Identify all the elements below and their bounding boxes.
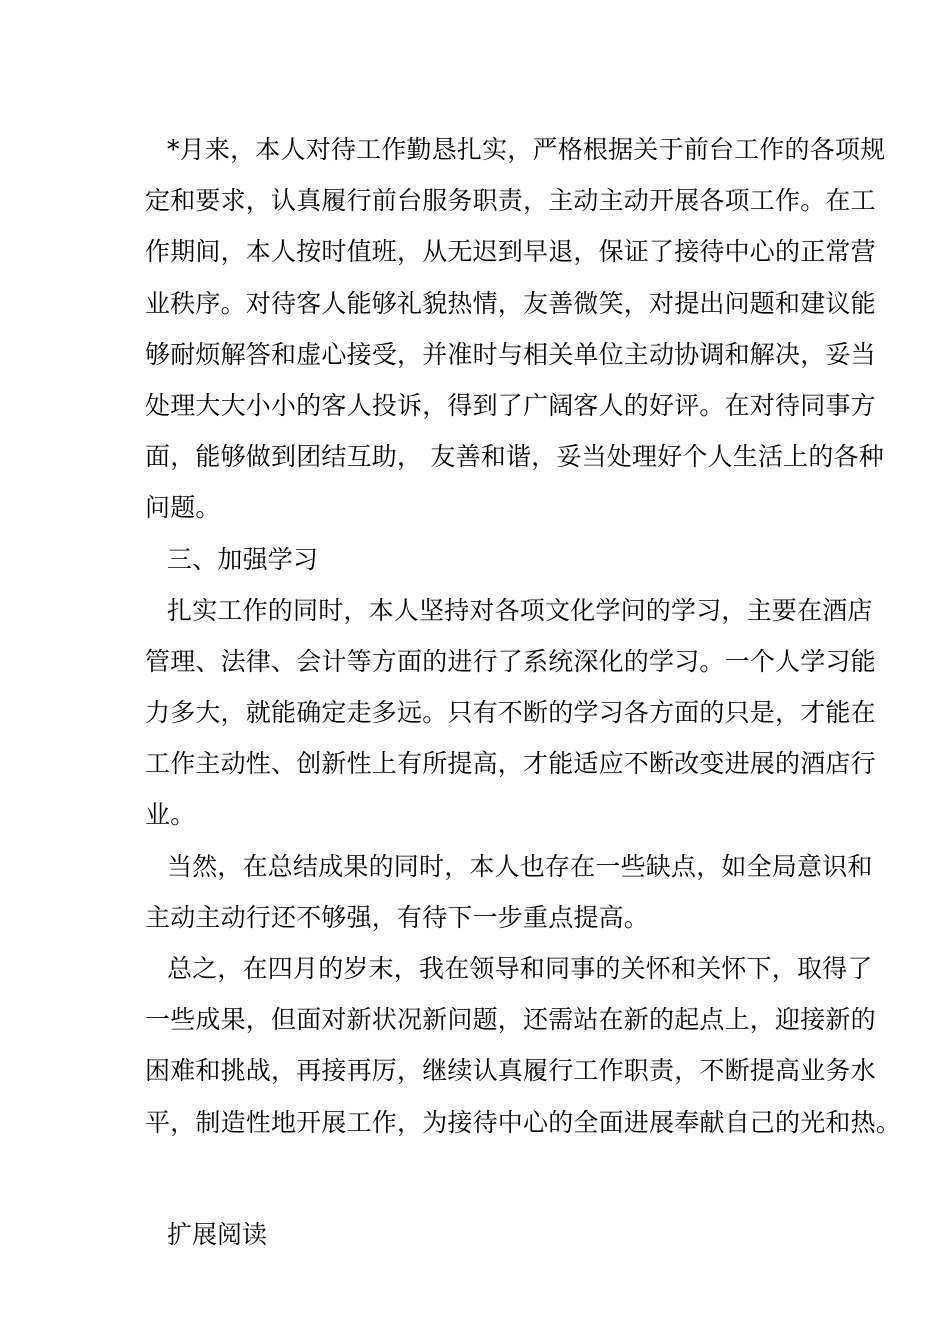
text-line: 一些成果，但面对新状况新问题，还需站在新的起点上，迎接新的	[145, 1005, 876, 1035]
text-line: 作期间，本人按时值班，从无迟到早退，保证了接待中心的正常营	[145, 237, 876, 267]
text-line: 平，制造性地开展工作，为接待中心的全面进展奉献自己的光和热。	[145, 1107, 902, 1137]
text-line: 业。	[145, 800, 196, 830]
paragraph	[145, 841, 873, 943]
document-body	[145, 124, 902, 1260]
text-line: 工作主动性、创新性上有所提高，才能适应不断改变进展的酒店行	[145, 749, 876, 779]
text-line: 管理、法律、会计等方面的进行了系统深化的学习。一个人学习能	[145, 646, 876, 676]
extended-reading-heading: 扩展阅读	[167, 1219, 268, 1249]
paragraph-list	[145, 124, 902, 1148]
text-line: 扎实工作的同时，本人坚持对各项文化学问的学习，主要在酒店	[167, 595, 873, 625]
text-line: 困难和挑战，再接再厉，继续认真履行工作职责，不断提高业务水	[145, 1056, 876, 1086]
text-line: 三、加强学习	[167, 544, 319, 574]
text-line: 业秩序。对待客人能够礼貌热情，友善微笑，对提出问题和建议能	[145, 288, 876, 318]
text-line: 总之，在四月的岁末，我在领导和同事的关怀和关怀下，取得了	[167, 954, 873, 983]
text-line: *月来，本人对待工作勤恳扎实，严格根据关于前台工作的各项规	[167, 135, 886, 164]
text-line: 问题。	[145, 493, 221, 523]
text-line: 力多大，就能确定走多远。只有不断的学习各方面的只是，才能在	[145, 698, 876, 728]
paragraph	[145, 585, 876, 841]
text-line: 主动主动行还不够强，有待下一步重点提高。	[145, 902, 650, 932]
text-line: 当然，在总结成果的同时，本人也存在一些缺点，如全局意识和	[167, 851, 873, 881]
text-line: 定和要求，认真履行前台服务职责，主动主动开展各项工作。在工	[145, 186, 876, 216]
paragraph	[145, 943, 902, 1148]
section-gap	[145, 1148, 835, 1209]
paragraph	[145, 534, 835, 585]
text-line: 处理大大小小的客人投诉，得到了广阔客人的好评。在对待同事方	[145, 390, 876, 420]
text-line: 够耐烦解答和虚心接受，并准时与相关单位主动协调和解决，妥当	[145, 339, 876, 369]
paragraph	[145, 124, 886, 534]
text-line: 面，能够做到团结互助， 友善和谐，妥当处理好个人生活上的各种	[145, 442, 884, 472]
